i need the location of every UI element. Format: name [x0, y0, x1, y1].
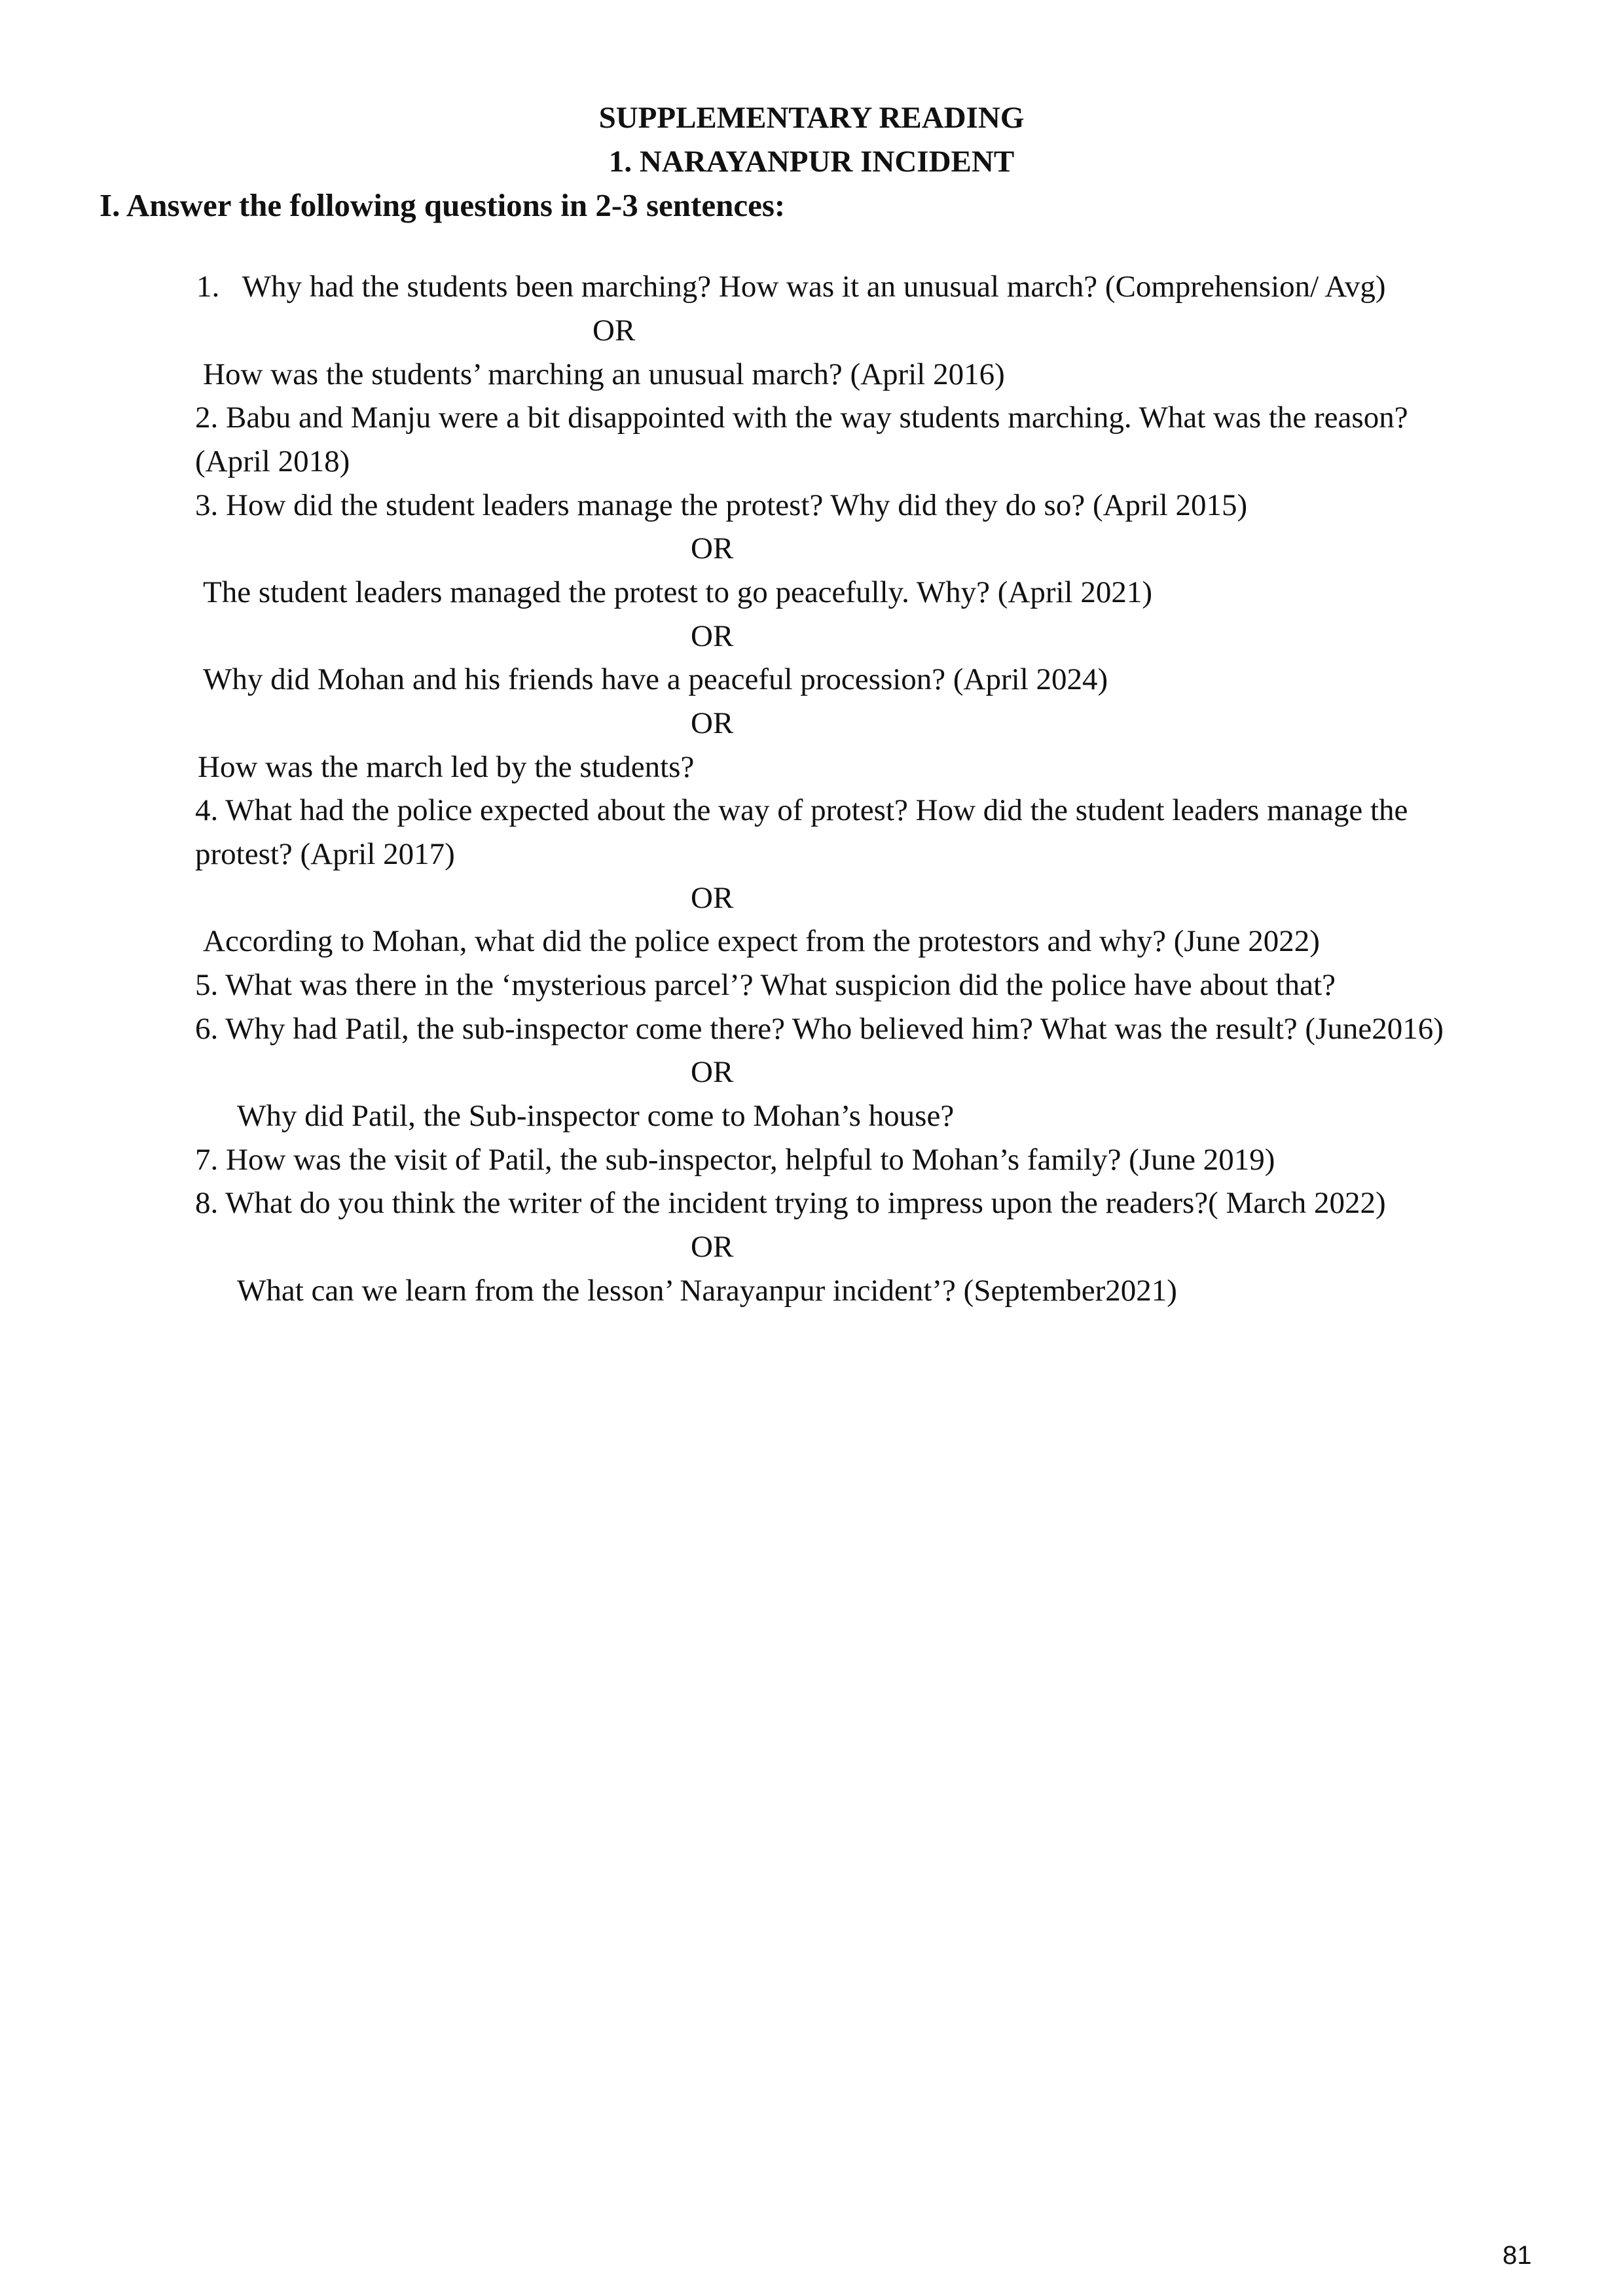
- or-separator: OR: [691, 1055, 734, 1089]
- question-6: 6. Why had Patil, the sub-inspector come there? Who believed him? What was the result? (June2016): [195, 1012, 1444, 1046]
- question-3-alternate-1: The student leaders managed the protest to go peacefully. Why? (April 2021): [203, 575, 1153, 609]
- question-1: 1. Why had the students been marching? How was it an unusual march? (Comprehension/ Avg): [196, 270, 1386, 304]
- question-2-continued: (April 2018): [195, 444, 350, 478]
- question-4: 4. What had the police expected about the way of protest? How did the student leaders manage the: [195, 793, 1408, 827]
- or-separator: OR: [593, 314, 636, 348]
- section-heading: I. Answer the following questions in 2-3 sentences:: [100, 187, 786, 223]
- question-1-alternate: How was the students’ marching an unusual march? (April 2016): [203, 357, 1005, 391]
- document-title: SUPPLEMENTARY READING: [598, 101, 1025, 135]
- question-5: 5. What was there in the ‘mysterious parcel’? What suspicion did the police have about that?: [195, 968, 1336, 1002]
- question-8: 8. What do you think the writer of the incident trying to impress upon the readers?( March 2022): [195, 1186, 1386, 1220]
- chapter-title: 1. NARAYANPUR INCIDENT: [608, 145, 1015, 179]
- question-4-continued: protest? (April 2017): [195, 837, 455, 871]
- question-8-alternate: What can we learn from the lesson’ Narayanpur incident’? (September2021): [237, 1274, 1177, 1308]
- or-separator: OR: [691, 706, 734, 740]
- or-separator: OR: [691, 619, 734, 653]
- or-separator: OR: [691, 1230, 734, 1264]
- page-number: 81: [1503, 2241, 1532, 2270]
- or-separator: OR: [691, 881, 734, 915]
- question-7: 7. How was the visit of Patil, the sub-inspector, helpful to Mohan’s family? (June 2019): [195, 1143, 1275, 1177]
- question-3-alternate-2: Why did Mohan and his friends have a peaceful procession? (April 2024): [203, 662, 1108, 696]
- question-6-alternate: Why did Patil, the Sub-inspector come to Mohan’s house?: [237, 1099, 955, 1133]
- question-3: 3. How did the student leaders manage the protest? Why did they do so? (April 2015): [195, 488, 1248, 522]
- question-3-alternate-3: How was the march led by the students?: [198, 750, 695, 784]
- question-4-alternate: According to Mohan, what did the police expect from the protestors and why? (June 2022): [203, 924, 1320, 958]
- or-separator: OR: [691, 531, 734, 565]
- question-2: 2. Babu and Manju were a bit disappointed with the way students marching. What was the reason?: [195, 401, 1408, 435]
